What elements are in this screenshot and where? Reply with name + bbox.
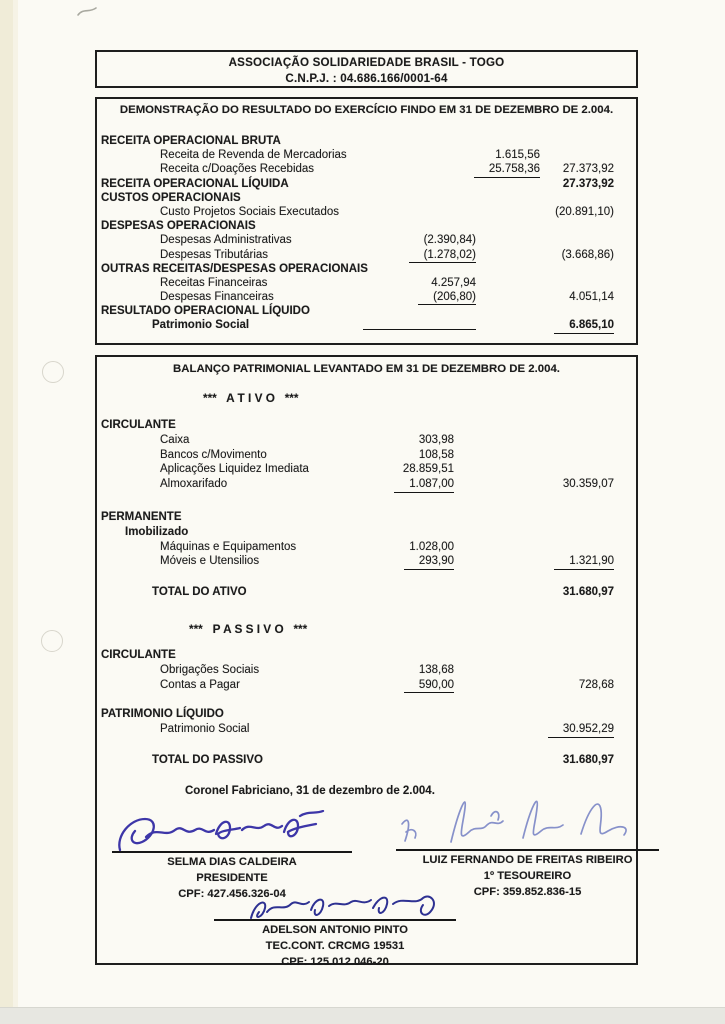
row-label: CUSTOS OPERACIONAIS: [101, 191, 241, 204]
row-value-inner: 4.257,94: [431, 276, 476, 289]
total-rule: [363, 318, 476, 330]
statement-row: [97, 462, 636, 477]
statement-row: [97, 134, 636, 148]
row-label: DESPESAS OPERACIONAIS: [101, 220, 256, 233]
statement-row: [97, 290, 636, 304]
row-value-inner: 590,00: [404, 678, 454, 694]
row-label: Contas a Pagar: [160, 678, 240, 691]
row-label: Caixa: [160, 433, 190, 446]
statement-row: [97, 678, 636, 693]
row-label: Despesas Tributárias: [160, 248, 269, 261]
paper-left-edge: [0, 0, 13, 1024]
statement-row: [97, 233, 636, 247]
signature-treasurer: [393, 787, 658, 849]
signatory-role: TEC.CONT. CRCMG 19531: [265, 940, 405, 953]
statement-row: [97, 205, 636, 219]
signatory-accountant: [214, 922, 456, 971]
binder-hole-bottom: [41, 630, 63, 652]
row-value-outer: (3.668,86): [561, 248, 614, 261]
statement-row: [97, 191, 636, 205]
row-label: OUTRAS RECEITAS/DESPESAS OPERACIONAIS: [101, 262, 368, 275]
statement-row: [97, 418, 636, 433]
statement-row: [97, 219, 636, 233]
passivo-heading: *** P A S S I V O ***: [189, 621, 308, 636]
statement-row: [97, 433, 636, 448]
row-value-outer: 4.051,14: [569, 291, 614, 304]
row-label: RECEITA OPERACIONAL LÍQUIDA: [101, 177, 289, 190]
statement-row: [97, 162, 636, 176]
statement-row: [97, 276, 636, 290]
row-value-outer: 6.865,10: [554, 318, 614, 333]
row-value-inner: (206,80): [418, 290, 476, 305]
row-value-inner: (2.390,84): [423, 234, 476, 247]
row-label: CIRCULANTE: [101, 419, 176, 431]
row-label: Receitas Financeiras: [160, 276, 268, 289]
row-value-inner: 1.028,00: [409, 540, 454, 553]
statement-row: [97, 318, 636, 332]
statement-row: [97, 304, 636, 318]
statement-row: [97, 707, 636, 722]
row-value-inner: 25.758,36: [474, 162, 540, 177]
binder-hole-top: [42, 361, 64, 383]
row-label: Patrimonio Social: [160, 723, 250, 736]
row-value-inner: 108,58: [418, 448, 454, 461]
signatory-cpf: CPF: 125.012.046-20: [281, 956, 389, 969]
signature-line-accountant: [214, 919, 456, 921]
row-value-inner: 303,98: [418, 433, 454, 446]
row-label: Máquinas e Equipamentos: [160, 540, 297, 553]
letterhead-box: [95, 50, 638, 88]
signature-line-president: [112, 851, 352, 853]
statement-row: [97, 753, 636, 768]
balance-sheet-title: BALANÇO PATRIMONIAL LEVANTADO EM 31 DE DEZEMBRO DE 2.004.: [173, 363, 560, 375]
row-label: Imobilizado: [125, 525, 189, 538]
pen-mark: [76, 6, 98, 18]
row-label: PATRIMONIO LÍQUIDO: [101, 708, 224, 721]
row-label: Receita c/Doações Recebidas: [160, 163, 315, 176]
row-label: Despesas Financeiras: [160, 291, 274, 304]
signatory-role: PRESIDENTE: [196, 872, 268, 885]
row-label: Almoxarifado: [160, 478, 228, 491]
row-value-inner: (1.278,02): [409, 248, 476, 263]
signatory-role: 1º TESOUREIRO: [483, 870, 572, 883]
row-value-inner: 293,90: [404, 554, 454, 570]
row-value-outer: 30.359,07: [562, 478, 614, 491]
income-statement-rows: [97, 134, 636, 333]
signature-line-treasurer: [396, 849, 659, 851]
statement-row: [97, 477, 636, 492]
statement-row: [97, 448, 636, 463]
statement-row: [97, 540, 636, 555]
row-label: Receita de Revenda de Mercadorias: [160, 149, 347, 162]
row-label: Obrigações Sociais: [160, 663, 260, 676]
statement-row: [97, 177, 636, 191]
statement-row: [97, 663, 636, 678]
row-label: CIRCULANTE: [101, 648, 176, 661]
row-label: Despesas Administrativas: [160, 234, 292, 247]
scan-bottom-shadow: [0, 1007, 725, 1024]
row-value-outer: 27.373,92: [562, 163, 614, 176]
row-label: TOTAL DO ATIVO: [152, 586, 247, 599]
row-label: Patrimonio Social: [152, 319, 250, 332]
signatory-cpf: CPF: 427.456.326-04: [178, 888, 286, 901]
row-label: Aplicações Liquidez Imediata: [160, 463, 309, 476]
statement-row: [97, 585, 636, 600]
row-value-outer: 31.680,97: [562, 753, 614, 766]
statement-row: [97, 262, 636, 276]
statement-row: [97, 525, 636, 540]
row-value-inner: 1.087,00: [394, 477, 454, 493]
row-label: Bancos c/Movimento: [160, 448, 267, 461]
statement-row: [97, 510, 636, 525]
income-statement-title: DEMONSTRAÇÃO DO RESULTADO DO EXERCÍCIO FINDO EM 31 DE DEZEMBRO DE 2.004.: [119, 104, 614, 116]
statement-row: [97, 148, 636, 162]
row-label: TOTAL DO PASSIVO: [152, 753, 263, 766]
income-statement-box: [95, 97, 638, 345]
row-label: RECEITA OPERACIONAL BRUTA: [101, 135, 281, 147]
signatory-name: SELMA DIAS CALDEIRA: [167, 856, 297, 868]
statement-row: [97, 554, 636, 569]
row-value-inner: 28.859,51: [402, 463, 454, 476]
row-label: Custo Projetos Sociais Executados: [160, 205, 339, 218]
statement-row: [97, 248, 636, 262]
row-value-outer: 728,68: [578, 678, 614, 691]
row-value-outer: 31.680,97: [562, 586, 614, 599]
signatory-name: ADELSON ANTONIO PINTO: [262, 924, 408, 936]
ativo-heading: *** A T I V O ***: [203, 391, 299, 405]
signatory-name: LUIZ FERNANDO DE FREITAS RIBEIRO: [422, 854, 633, 866]
row-label: RESULTADO OPERACIONAL LÍQUIDO: [101, 305, 310, 318]
row-value-outer: 1.321,90: [554, 554, 614, 570]
row-label: Móveis e Utensilios: [160, 555, 260, 568]
row-value-inner: 138,68: [418, 663, 454, 676]
row-value-outer: 27.373,92: [562, 177, 614, 190]
date-line: Coronel Fabriciano, 31 de dezembro de 2.004.: [185, 784, 435, 797]
paper-left-edge-shade: [13, 0, 18, 1024]
signatory-cpf: CPF: 359.852.836-15: [473, 886, 582, 899]
row-label: PERMANENTE: [101, 510, 182, 523]
row-value-outer: 30.952,29: [548, 722, 614, 738]
cnpj-number: C.N.P.J. : 04.686.166/0001-64: [285, 72, 448, 85]
statement-row: [97, 722, 636, 737]
organization-name: ASSOCIAÇÃO SOLIDARIEDADE BRASIL - TOGO: [228, 56, 505, 69]
row-value-inner: 1.615,56: [495, 149, 540, 162]
row-value-outer: (20.891,10): [555, 205, 614, 218]
statement-row: [97, 648, 636, 663]
